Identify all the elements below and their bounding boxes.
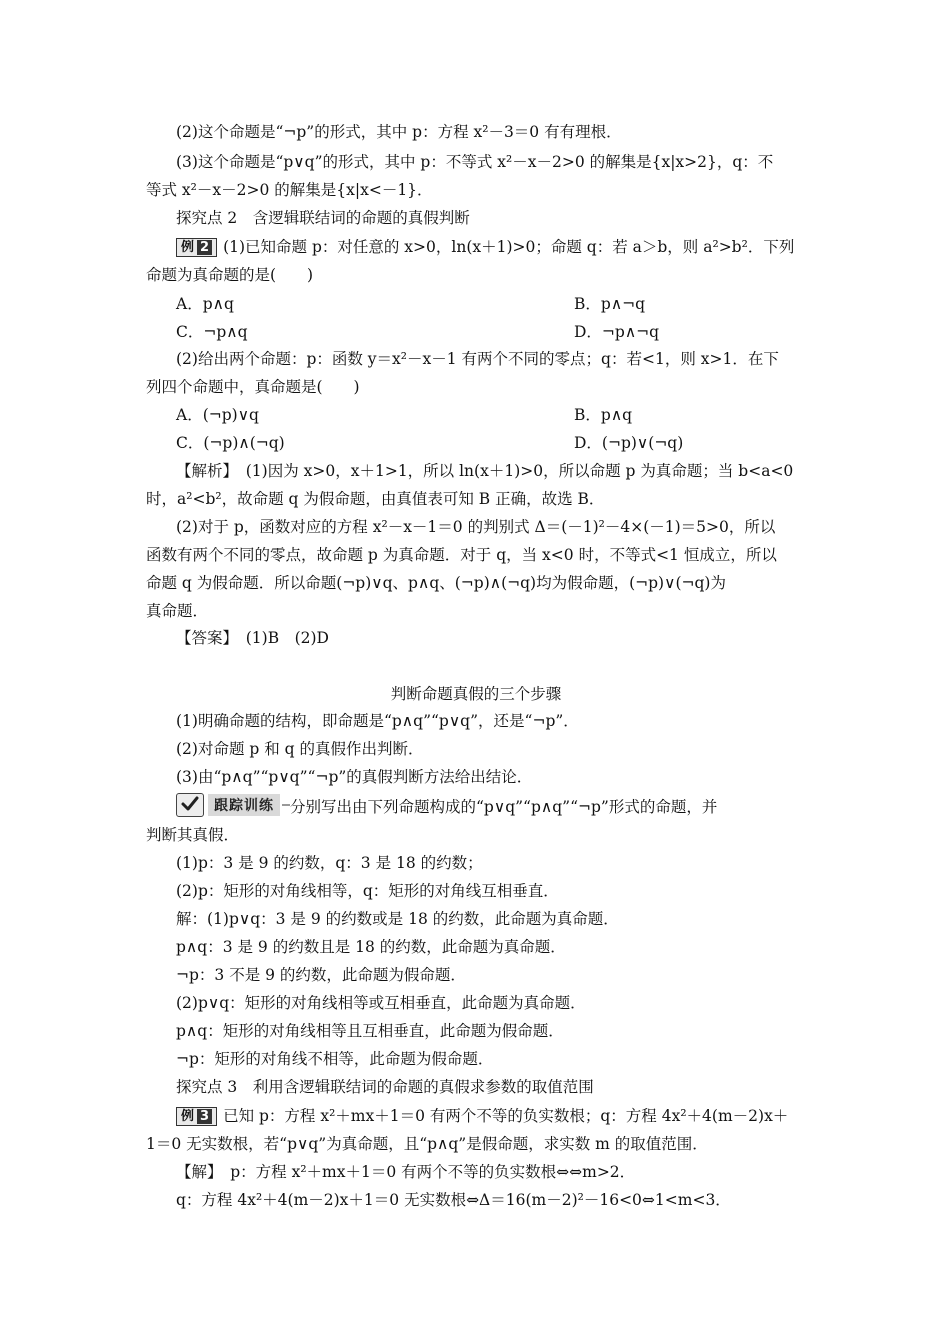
text-line: p∧q：矩形的对角线相等且互相垂直，此命题为假命题． xyxy=(176,1022,564,1040)
text-line: 时，a²<b²，故命题 q 为假命题，由真值表可知 B 正确，故选 B． xyxy=(146,490,605,508)
option-c: C．¬p∧q xyxy=(176,323,248,341)
text-line: (3)由“p∧q”“p∨q”“¬p”的真假判断方法给出结论． xyxy=(176,768,533,786)
option-a: A．p∧q xyxy=(176,295,234,313)
text-line: (2)给出两个命题：p：函数 y＝x²－x－1 有两个不同的零点；q：若<1，则 x>1．在下 xyxy=(176,350,779,368)
track-practice-label: 跟踪训练 xyxy=(208,794,280,816)
option-a: A．(¬p)∨q xyxy=(176,406,259,424)
option-b: B．p∧q xyxy=(574,406,633,424)
text-line: 真命题． xyxy=(146,602,209,620)
text-line: ¬p：3 不是 9 的约数，此命题为假命题． xyxy=(176,966,466,984)
example-3-badge: 例 3 xyxy=(176,1107,217,1126)
example-3-statement: 例 3 已知 p：方程 x²＋mx＋1＝0 有两个不等的负实数根；q：方程 4x²＋4(m－2)x＋ xyxy=(176,1105,788,1127)
text-line: p∧q：3 是 9 的约数且是 18 的约数，此命题为真命题． xyxy=(176,938,566,956)
method-title: 判断命题真假的三个步骤 xyxy=(390,685,562,703)
option-c: C．(¬p)∧(¬q) xyxy=(176,434,285,452)
text-line: (3)这个命题是“p∨q”的形式，其中 p：不等式 x²－x－2>0 的解集是{x|x>2}，q：不 xyxy=(176,153,774,171)
option-d: D．¬p∧¬q xyxy=(574,323,660,341)
text-line: (2)对命题 p 和 q 的真假作出判断． xyxy=(176,740,424,758)
text-line: (2)p：矩形的对角线相等，q：矩形的对角线互相垂直． xyxy=(176,882,559,900)
example-2-badge: 例 2 xyxy=(176,238,217,257)
text-line: (2)对于 p，函数对应的方程 x²－x－1＝0 的判别式 Δ＝(－1)²－4×(－1)＝5>0，所以 xyxy=(176,518,776,536)
text-line: 分别写出由下列命题构成的“p∨q”“p∧q”“¬p”形式的命题，并 xyxy=(290,798,718,816)
checkmark-book-icon xyxy=(176,793,204,817)
text-line: (2)p∨q：矩形的对角线相等或互相垂直，此命题为真命题． xyxy=(176,994,586,1012)
text-line: 判断其真假． xyxy=(146,826,240,844)
text-line: 解：(1)p∨q：3 是 9 的约数或是 18 的约数，此命题为真命题． xyxy=(176,910,619,928)
answer-text: 【答案】 (1)B (2)D xyxy=(176,629,329,647)
text-line: q：方程 4x²＋4(m－2)x＋1＝0 无实数根⇔Δ＝16(m－2)²－16<0⇔1<m<3． xyxy=(176,1191,731,1209)
text-line: 等式 x²－x－2>0 的解集是{x|x<－1}． xyxy=(146,181,433,199)
text-line: 函数有两个不同的零点，故命题 p 为真命题．对于 q，当 x<0 时，不等式<1 恒成立，所以 xyxy=(146,546,777,564)
text-line: (2)这个命题是“¬p”的形式，其中 p：方程 x²－3＝0 有有理根． xyxy=(176,123,622,141)
text-line: 列四个命题中，真命题是( ) xyxy=(146,378,360,396)
track-practice-badge xyxy=(176,792,290,818)
text-line: ¬p：矩形的对角线不相等，此命题为假命题． xyxy=(176,1050,494,1068)
divider xyxy=(282,804,290,806)
text-line: 命题 q 为假命题．所以命题(¬p)∨q、p∧q、(¬p)∧(¬q)均为假命题，(¬p)∨(¬q)为 xyxy=(146,574,726,592)
example-2-statement: 例 2 (1)已知命题 p：对任意的 x>0，ln(x＋1)>0；命题 q：若 a＞b，则 a²>b²．下列 xyxy=(176,236,794,258)
text-line: 命题为真命题的是( ) xyxy=(146,266,314,284)
text-line: (1)明确命题的结构，即命题是“p∧q”“p∨q”，还是“¬p”． xyxy=(176,712,579,730)
solution-text: 【解】 p：方程 x²＋mx＋1＝0 有两个不等的负实数根⇔⇔m>2． xyxy=(176,1163,636,1181)
text-line: 1＝0 无实数根，若“p∨q”为真命题，且“p∧q”是假命题，求实数 m 的取值范围． xyxy=(146,1135,708,1153)
section-heading: 探究点 2 含逻辑联结词的命题的真假判断 xyxy=(176,209,470,227)
text-line: (1)p：3 是 9 的约数，q：3 是 18 的约数； xyxy=(176,854,483,872)
analysis-text: 【解析】 (1)因为 x>0，x＋1>1，所以 ln(x＋1)>0，所以命题 p 为真命题；当 b<a<0 xyxy=(176,462,794,480)
section-heading: 探究点 3 利用含逻辑联结词的命题的真假求参数的取值范围 xyxy=(176,1078,594,1096)
option-b: B．p∧¬q xyxy=(574,295,646,313)
option-d: D．(¬p)∨(¬q) xyxy=(574,434,684,452)
